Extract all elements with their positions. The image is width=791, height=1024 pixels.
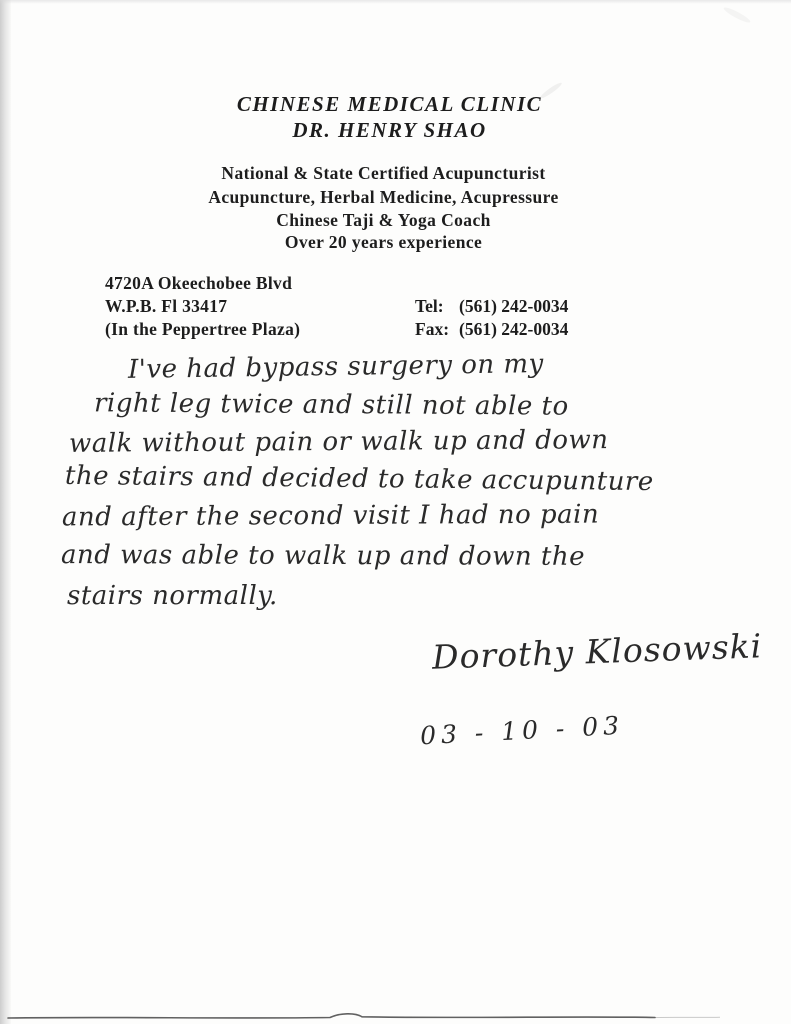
tel-row <box>415 295 568 318</box>
tel-number: (561) 242-0034 <box>459 296 569 316</box>
signature: Dorothy Klosowski <box>431 626 763 677</box>
credential-line: National & State Certified Acupuncturist <box>221 163 546 183</box>
clinic-phone-block <box>415 295 568 341</box>
handwriting-line: stairs normally. <box>67 581 278 611</box>
address-line-street: 4720A Okeechobee Blvd <box>105 273 293 293</box>
handwriting-line: right leg twice and still not able to <box>93 388 569 422</box>
handwriting-line: and was able to walk up and down the <box>60 540 586 572</box>
scan-smudge <box>722 5 751 24</box>
scan-edge-top-artifact <box>0 0 791 4</box>
address-line-city: W.P.B. Fl 33417 <box>105 296 228 316</box>
clinic-name: CHINESE MEDICAL CLINIC <box>236 92 543 116</box>
fax-number: (561) 242-0034 <box>459 319 569 339</box>
handwriting-line: and after the second visit I had no pain <box>61 499 600 533</box>
tel-label: Tel: <box>415 296 444 316</box>
handwriting-line: I've had bypass surgery on my <box>127 349 544 385</box>
doctor-name: DR. HENRY SHAO <box>292 118 487 142</box>
credential-line: Chinese Taji & Yoga Coach <box>276 210 491 230</box>
handwritten-date: 03 - 10 - 03 <box>419 710 625 751</box>
clinic-address <box>105 272 300 341</box>
fax-label: Fax: <box>415 319 450 339</box>
handwriting-line: the stairs and decided to take accupunture <box>64 460 654 498</box>
scan-edge-bottom-artifact <box>0 1000 791 1024</box>
fax-row <box>415 318 568 341</box>
scan-edge-left-artifact <box>0 0 11 1024</box>
credential-line: Acupuncture, Herbal Medicine, Acupressure <box>208 187 559 207</box>
handwriting-line: walk without pain or walk up and down <box>68 425 609 459</box>
credential-line: Over 20 years experience <box>284 232 483 252</box>
address-line-plaza: (In the Peppertree Plaza) <box>105 319 301 339</box>
